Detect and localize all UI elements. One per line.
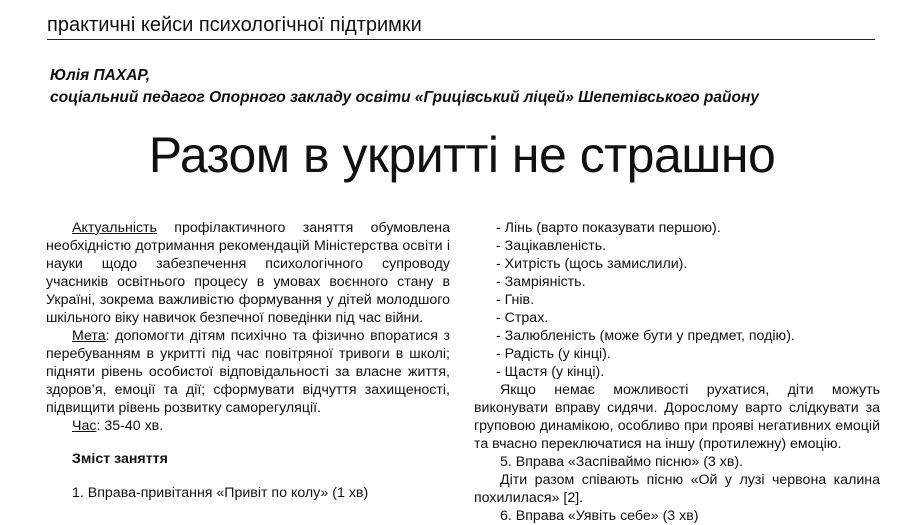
list-item: - Замріяність.: [496, 274, 586, 290]
author-block: [50, 65, 759, 109]
time-text: : 35-40 хв.: [96, 418, 164, 434]
time-label: Час: [72, 418, 97, 434]
list-item: - Гнів.: [496, 292, 535, 308]
list-item: - Хитрість (щось замислили).: [496, 256, 688, 272]
goal-paragraph: [46, 327, 450, 417]
author-name: Юлія ПАХАР,: [50, 67, 151, 84]
exercise-6-line: 6. Вправа «Уявіть себе» (3 хв): [500, 508, 699, 524]
list-item: - Щастя (у кінці).: [496, 364, 605, 380]
exercise-1-line: 1. Вправа-привітання «Привіт по колу» (1 хв): [72, 485, 369, 501]
list-item: - Залюбленість (може бути у предмет, подію).: [496, 328, 795, 344]
list-item: - Страх.: [496, 310, 549, 326]
relevance-paragraph: [46, 219, 450, 327]
right-column: [474, 219, 880, 525]
list-item: - Лінь (варто показувати першою).: [496, 220, 721, 236]
exercise-5-heading: 5. Вправа «Заспіваймо пісню» (3 хв).: [500, 454, 744, 470]
goal-text: : допомогти дітям психічно та фізично впоратися з перебуванням в укритті під час повітряної тривоги в школі; підняти рівень особистої відповідальності за власне життя, здоров’я, емоції та дії; сформувати відчуття захищеності, підвищити рівень розвитку саморегуляції.: [46, 328, 450, 416]
relevance-text: профілактичного заняття обумовлена необхідністю дотримання рекомендацій Міністерства освіти і науки щодо забезпечення психологічного супроводу учасників освітнього процесу в умовах воєнного стану в Україні, зокрема важливістю формування у дітей молодшого шкільного віку навичок безпечної поведінки під час війни.: [46, 220, 450, 326]
running-header: практичні кейси психологічної підтримки: [47, 11, 875, 40]
section-title: Зміст заняття: [72, 451, 168, 467]
goal-label: Мета: [72, 328, 106, 344]
time-paragraph: [46, 417, 450, 435]
list-item: - Зацікавленість.: [496, 238, 607, 254]
song-paragraph: Діти разом співають пісню «Ой у лузі червона калина похилилася» [2].: [474, 472, 880, 506]
movement-paragraph: Якщо немає можливості рухатися, діти можуть виконувати вправу сидячи. Дорослому варто слідкувати за груповою динамікою, особливо при прояві негативних емоцій та вчасно переключатися на іншу (протилежну) емоцію.: [474, 382, 880, 452]
list-item: - Радість (у кінці).: [496, 346, 611, 362]
left-column: [46, 219, 450, 502]
relevance-label: Актуальність: [72, 220, 157, 236]
author-position: соціальний педагог Опорного закладу освіти «Грицівський ліцей» Шепетівського району: [50, 89, 759, 106]
article-title: Разом в укритті не страшно: [148, 127, 776, 183]
